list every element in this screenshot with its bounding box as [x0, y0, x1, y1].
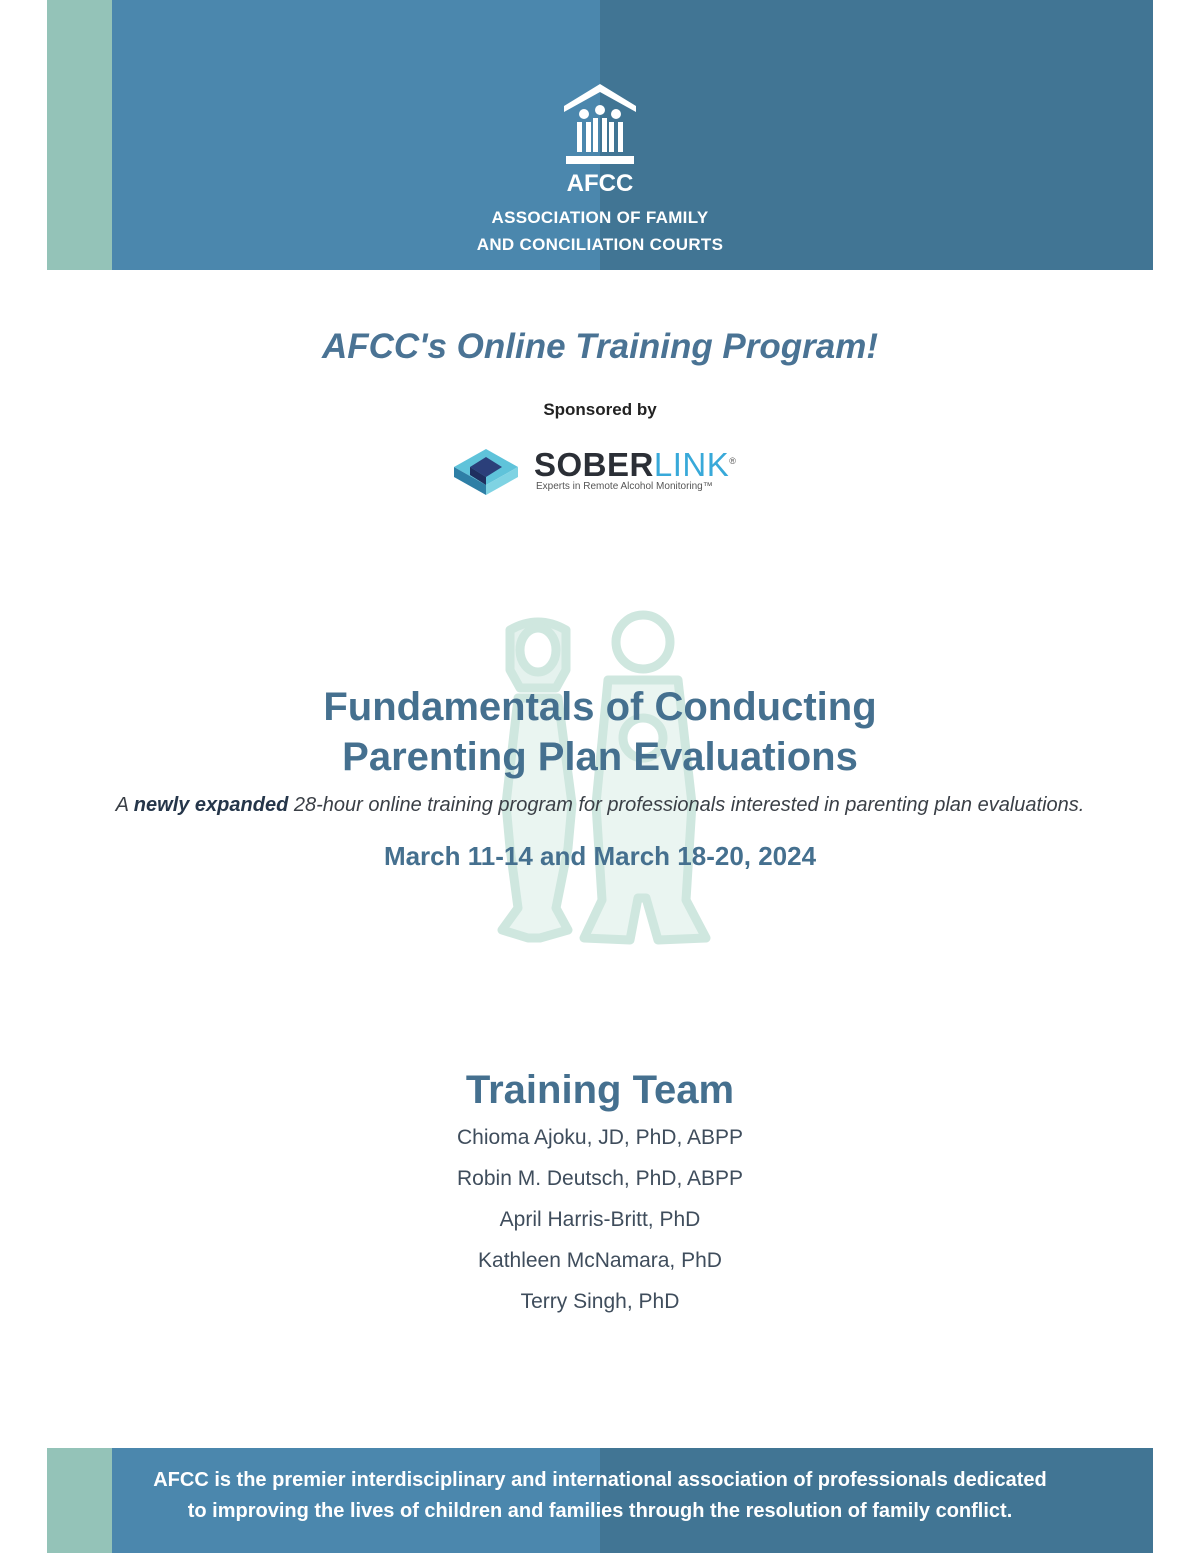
afcc-logo	[0, 82, 1200, 258]
sponsor-name	[534, 446, 736, 484]
courthouse-family-icon	[562, 82, 638, 168]
team-member: April Harris-Britt, PhD	[499, 1208, 701, 1231]
mission-statement	[0, 1465, 1200, 1527]
course-dates: March 11-14 and March 18-20, 2024	[383, 841, 817, 871]
training-team-list	[0, 1123, 1200, 1328]
organization-name-line1: ASSOCIATION OF FAMILY	[491, 208, 709, 227]
sponsor-logo[interactable]	[452, 447, 752, 497]
course-title-line1: Fundamentals of Conducting	[323, 685, 877, 729]
organization-name	[0, 204, 1200, 258]
registered-mark: ®	[729, 456, 737, 466]
training-team-heading: Training Team	[465, 1068, 735, 1112]
cube-logo-icon	[452, 447, 520, 497]
team-member: Robin M. Deutsch, PhD, ABPP	[457, 1167, 743, 1190]
course-title	[0, 682, 1200, 782]
sponsor-name-dark: SOBER	[534, 446, 654, 483]
organization-name-line2: AND CONCILIATION COURTS	[476, 235, 724, 254]
course-title-line2: Parenting Plan Evaluations	[342, 735, 858, 779]
team-member: Kathleen McNamara, PhD	[478, 1249, 722, 1272]
course-subtitle-post: 28-hour online training program for professionals interested in parenting plan evaluations.	[288, 794, 1085, 816]
mission-statement-line1: AFCC is the premier interdisciplinary and international association of professionals dedicated	[153, 1469, 1047, 1491]
sponsor-name-light: LINK	[653, 446, 730, 483]
sponsor-tagline: Experts in Remote Alcohol Monitoring™	[536, 481, 713, 492]
sponsored-by-label: Sponsored by	[543, 400, 657, 419]
course-subtitle-emphasis: newly expanded	[133, 794, 289, 816]
mission-statement-line2: to improving the lives of children and families through the resolution of family conflict.	[187, 1500, 1013, 1522]
team-member: Chioma Ajoku, JD, PhD, ABPP	[457, 1126, 743, 1149]
course-subtitle	[0, 794, 1200, 817]
course-subtitle-pre: A	[115, 794, 134, 816]
logo-acronym: AFCC	[566, 170, 634, 197]
program-title: AFCC's Online Training Program!	[321, 327, 879, 366]
team-member: Terry Singh, PhD	[520, 1290, 680, 1313]
